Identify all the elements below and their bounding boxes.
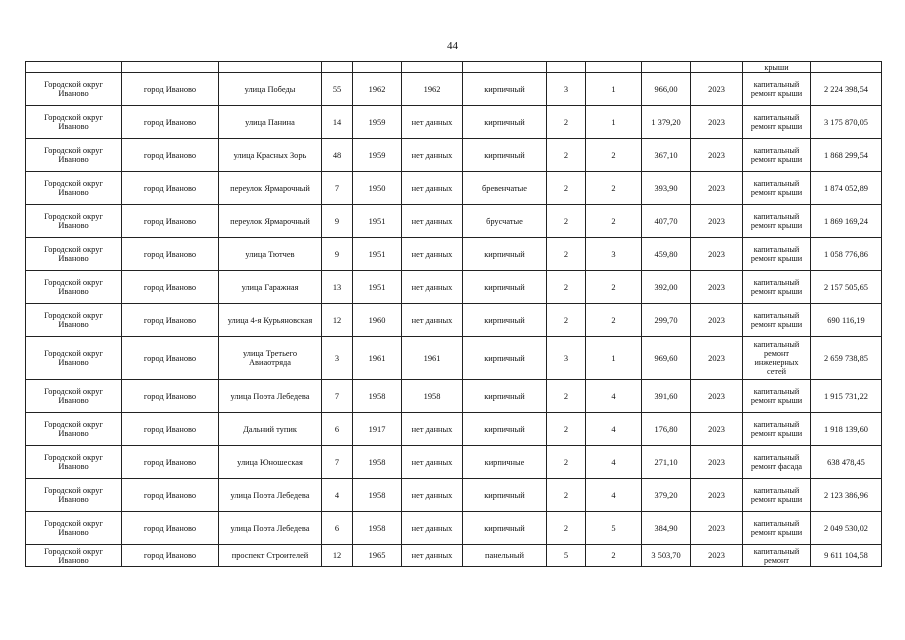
cell-street: улица Поэта Лебедева bbox=[219, 512, 322, 545]
cell-settlement: город Иваново bbox=[122, 205, 219, 238]
cell-house-number: 9 bbox=[322, 238, 353, 271]
cell-area: 3 503,70 bbox=[642, 545, 691, 567]
cell-overhaul-year: нет данных bbox=[402, 545, 463, 567]
cell-area: 379,20 bbox=[642, 479, 691, 512]
cell bbox=[642, 62, 691, 73]
cell-work-type: капитальный ремонт крыши bbox=[743, 271, 811, 304]
page-number: 44 bbox=[447, 40, 458, 52]
cell-overhaul-year: нет данных bbox=[402, 139, 463, 172]
cell-floors: 2 bbox=[547, 238, 586, 271]
cell-area: 393,90 bbox=[642, 172, 691, 205]
cell-settlement: город Иваново bbox=[122, 304, 219, 337]
cell-area: 459,80 bbox=[642, 238, 691, 271]
cell-street: улица Тютчев bbox=[219, 238, 322, 271]
cell-entrances: 4 bbox=[586, 446, 642, 479]
cell-municipality: Городской округ Иваново bbox=[26, 545, 122, 567]
cell-area: 1 379,20 bbox=[642, 106, 691, 139]
cell-settlement: город Иваново bbox=[122, 172, 219, 205]
cell-overhaul-year: нет данных bbox=[402, 512, 463, 545]
cell-wall-material: кирпичный bbox=[463, 512, 547, 545]
cell-work-type: капитальный ремонт крыши bbox=[743, 139, 811, 172]
cell-cost: 2 049 530,02 bbox=[811, 512, 882, 545]
cell-work-type: капитальный ремонт крыши bbox=[743, 238, 811, 271]
cell-construction-year: 1961 bbox=[353, 337, 402, 380]
cell-street: улица Красных Зорь bbox=[219, 139, 322, 172]
cell-municipality: Городской округ Иваново bbox=[26, 512, 122, 545]
cell-municipality: Городской округ Иваново bbox=[26, 238, 122, 271]
cell-settlement: город Иваново bbox=[122, 545, 219, 567]
cell-work-type: капитальный ремонт крыши bbox=[743, 304, 811, 337]
cell-construction-year: 1965 bbox=[353, 545, 402, 567]
cell-overhaul-year: 1962 bbox=[402, 73, 463, 106]
cell-area: 367,10 bbox=[642, 139, 691, 172]
cell-cost: 1 058 776,86 bbox=[811, 238, 882, 271]
cell-construction-year: 1958 bbox=[353, 446, 402, 479]
cell-work-type: капитальный ремонт крыши bbox=[743, 205, 811, 238]
cell-house-number: 7 bbox=[322, 446, 353, 479]
cell-wall-material: кирпичные bbox=[463, 446, 547, 479]
cell-settlement: город Иваново bbox=[122, 446, 219, 479]
cell-entrances: 4 bbox=[586, 479, 642, 512]
cell-cost: 1 868 299,54 bbox=[811, 139, 882, 172]
cell-overhaul-year: нет данных bbox=[402, 106, 463, 139]
continuation-row bbox=[26, 62, 882, 73]
cell-floors: 5 bbox=[547, 545, 586, 567]
cell-street: улица Третьего Авиаотряда bbox=[219, 337, 322, 380]
cell-entrances: 4 bbox=[586, 413, 642, 446]
cell-planned-year: 2023 bbox=[691, 205, 743, 238]
cell-cost: 9 611 104,58 bbox=[811, 545, 882, 567]
cell-wall-material: бревенчатые bbox=[463, 172, 547, 205]
cell-wall-material: кирпичный bbox=[463, 413, 547, 446]
cell-street: улица Панина bbox=[219, 106, 322, 139]
cell-work-type: капитальный ремонт крыши bbox=[743, 479, 811, 512]
cell-entrances: 2 bbox=[586, 271, 642, 304]
cell-floors: 2 bbox=[547, 304, 586, 337]
cell-floors: 2 bbox=[547, 205, 586, 238]
cell-construction-year: 1962 bbox=[353, 73, 402, 106]
cell-overhaul-year: нет данных bbox=[402, 304, 463, 337]
cell-house-number: 13 bbox=[322, 271, 353, 304]
cell-construction-year: 1958 bbox=[353, 479, 402, 512]
cell-area: 271,10 bbox=[642, 446, 691, 479]
cell bbox=[353, 62, 402, 73]
cell-settlement: город Иваново bbox=[122, 413, 219, 446]
cell-settlement: город Иваново bbox=[122, 238, 219, 271]
cell-entrances: 1 bbox=[586, 337, 642, 380]
cell-street: улица Юношеская bbox=[219, 446, 322, 479]
cell-settlement: город Иваново bbox=[122, 479, 219, 512]
cell-work-type: капитальный ремонт bbox=[743, 545, 811, 567]
cell-work-type: капитальный ремонт инженерных сетей bbox=[743, 337, 811, 380]
cell-area: 392,00 bbox=[642, 271, 691, 304]
cell-house-number: 48 bbox=[322, 139, 353, 172]
cell-entrances: 5 bbox=[586, 512, 642, 545]
cell-construction-year: 1950 bbox=[353, 172, 402, 205]
cell-municipality: Городской округ Иваново bbox=[26, 304, 122, 337]
cell-entrances: 1 bbox=[586, 106, 642, 139]
cell-street: проспект Строителей bbox=[219, 545, 322, 567]
cell-planned-year: 2023 bbox=[691, 304, 743, 337]
cell-overhaul-year: нет данных bbox=[402, 205, 463, 238]
table-row bbox=[26, 172, 882, 205]
cell bbox=[122, 62, 219, 73]
cell-area: 391,60 bbox=[642, 380, 691, 413]
cell-construction-year: 1951 bbox=[353, 238, 402, 271]
cell-cost: 1 874 052,89 bbox=[811, 172, 882, 205]
cell-street: улица Гаражная bbox=[219, 271, 322, 304]
cell-house-number: 4 bbox=[322, 479, 353, 512]
cell-work-type: капитальный ремонт фасада bbox=[743, 446, 811, 479]
cell-municipality: Городской округ Иваново bbox=[26, 413, 122, 446]
cell-entrances: 2 bbox=[586, 172, 642, 205]
table-body bbox=[26, 62, 882, 567]
cell-entrances: 2 bbox=[586, 139, 642, 172]
cell-cost: 2 224 398,54 bbox=[811, 73, 882, 106]
cell bbox=[811, 62, 882, 73]
cell-floors: 3 bbox=[547, 73, 586, 106]
cell-house-number: 6 bbox=[322, 512, 353, 545]
cell-floors: 2 bbox=[547, 139, 586, 172]
cell-house-number: 55 bbox=[322, 73, 353, 106]
table-row bbox=[26, 139, 882, 172]
cell-cost: 1 869 169,24 bbox=[811, 205, 882, 238]
cell-municipality: Городской округ Иваново bbox=[26, 205, 122, 238]
cell-construction-year: 1958 bbox=[353, 380, 402, 413]
cell-settlement: город Иваново bbox=[122, 337, 219, 380]
cell-cost: 2 659 738,85 bbox=[811, 337, 882, 380]
cell-entrances: 1 bbox=[586, 73, 642, 106]
cell bbox=[463, 62, 547, 73]
cell-overhaul-year: нет данных bbox=[402, 271, 463, 304]
cell bbox=[547, 62, 586, 73]
table-row bbox=[26, 337, 882, 380]
table-row bbox=[26, 446, 882, 479]
cell-municipality: Городской округ Иваново bbox=[26, 337, 122, 380]
cell-cost: 3 175 870,05 bbox=[811, 106, 882, 139]
cell-overhaul-year: нет данных bbox=[402, 172, 463, 205]
cell-wall-material: кирпичный bbox=[463, 479, 547, 512]
cell-construction-year: 1959 bbox=[353, 139, 402, 172]
cell-construction-year: 1958 bbox=[353, 512, 402, 545]
cell-house-number: 9 bbox=[322, 205, 353, 238]
cell-street: переулок Ярмарочный bbox=[219, 205, 322, 238]
cell-planned-year: 2023 bbox=[691, 479, 743, 512]
cell-wall-material: кирпичный bbox=[463, 73, 547, 106]
table-row bbox=[26, 106, 882, 139]
cell-area: 969,60 bbox=[642, 337, 691, 380]
cell-house-number: 7 bbox=[322, 172, 353, 205]
cell-wall-material: панельный bbox=[463, 545, 547, 567]
cell-work-type: капитальный ремонт крыши bbox=[743, 172, 811, 205]
table-row bbox=[26, 545, 882, 567]
cell-work-type: крыши bbox=[743, 62, 811, 73]
cell-municipality: Городской округ Иваново bbox=[26, 172, 122, 205]
cell-planned-year: 2023 bbox=[691, 238, 743, 271]
table-row bbox=[26, 238, 882, 271]
cell-entrances: 2 bbox=[586, 205, 642, 238]
cell-cost: 1 915 731,22 bbox=[811, 380, 882, 413]
cell-street: улица 4-я Курьяновская bbox=[219, 304, 322, 337]
cell-cost: 2 123 386,96 bbox=[811, 479, 882, 512]
cell-planned-year: 2023 bbox=[691, 106, 743, 139]
table-row bbox=[26, 205, 882, 238]
cell-overhaul-year: нет данных bbox=[402, 413, 463, 446]
cell-construction-year: 1960 bbox=[353, 304, 402, 337]
cell-cost: 1 918 139,60 bbox=[811, 413, 882, 446]
cell-work-type: капитальный ремонт крыши bbox=[743, 73, 811, 106]
cell-house-number: 14 bbox=[322, 106, 353, 139]
cell-wall-material: кирпичный bbox=[463, 337, 547, 380]
cell-floors: 2 bbox=[547, 413, 586, 446]
cell-street: улица Победы bbox=[219, 73, 322, 106]
cell bbox=[402, 62, 463, 73]
cell-cost: 690 116,19 bbox=[811, 304, 882, 337]
housing-registry-table bbox=[25, 61, 882, 567]
cell-wall-material: кирпичный bbox=[463, 380, 547, 413]
cell-planned-year: 2023 bbox=[691, 380, 743, 413]
cell-cost: 638 478,45 bbox=[811, 446, 882, 479]
cell-planned-year: 2023 bbox=[691, 545, 743, 567]
cell-wall-material: кирпичный bbox=[463, 271, 547, 304]
table-row bbox=[26, 271, 882, 304]
cell-settlement: город Иваново bbox=[122, 73, 219, 106]
cell-municipality: Городской округ Иваново bbox=[26, 479, 122, 512]
cell-settlement: город Иваново bbox=[122, 106, 219, 139]
cell-municipality: Городской округ Иваново bbox=[26, 380, 122, 413]
cell bbox=[219, 62, 322, 73]
cell-overhaul-year: 1961 bbox=[402, 337, 463, 380]
cell-floors: 2 bbox=[547, 446, 586, 479]
cell-settlement: город Иваново bbox=[122, 380, 219, 413]
cell-entrances: 4 bbox=[586, 380, 642, 413]
cell-municipality: Городской округ Иваново bbox=[26, 106, 122, 139]
cell-wall-material: кирпичный bbox=[463, 304, 547, 337]
cell-entrances: 2 bbox=[586, 304, 642, 337]
cell-street: улица Поэта Лебедева bbox=[219, 479, 322, 512]
cell bbox=[26, 62, 122, 73]
table-row bbox=[26, 413, 882, 446]
cell-overhaul-year: нет данных bbox=[402, 238, 463, 271]
cell-settlement: город Иваново bbox=[122, 139, 219, 172]
cell-floors: 2 bbox=[547, 479, 586, 512]
cell-house-number: 12 bbox=[322, 545, 353, 567]
table-row bbox=[26, 380, 882, 413]
cell-house-number: 6 bbox=[322, 413, 353, 446]
table-row bbox=[26, 304, 882, 337]
cell-house-number: 7 bbox=[322, 380, 353, 413]
table-row bbox=[26, 73, 882, 106]
cell-floors: 2 bbox=[547, 106, 586, 139]
cell-municipality: Городской округ Иваново bbox=[26, 73, 122, 106]
cell-planned-year: 2023 bbox=[691, 337, 743, 380]
cell-overhaul-year: нет данных bbox=[402, 479, 463, 512]
cell-overhaul-year: 1958 bbox=[402, 380, 463, 413]
cell-street: переулок Ярмарочный bbox=[219, 172, 322, 205]
cell-entrances: 3 bbox=[586, 238, 642, 271]
cell-area: 176,80 bbox=[642, 413, 691, 446]
cell-municipality: Городской округ Иваново bbox=[26, 271, 122, 304]
cell-municipality: Городской округ Иваново bbox=[26, 139, 122, 172]
cell-house-number: 12 bbox=[322, 304, 353, 337]
cell-planned-year: 2023 bbox=[691, 139, 743, 172]
cell-construction-year: 1951 bbox=[353, 271, 402, 304]
cell bbox=[322, 62, 353, 73]
cell-floors: 2 bbox=[547, 512, 586, 545]
cell-area: 966,00 bbox=[642, 73, 691, 106]
cell-entrances: 2 bbox=[586, 545, 642, 567]
cell-settlement: город Иваново bbox=[122, 512, 219, 545]
cell-planned-year: 2023 bbox=[691, 446, 743, 479]
table-row bbox=[26, 479, 882, 512]
cell-area: 384,90 bbox=[642, 512, 691, 545]
table-row bbox=[26, 512, 882, 545]
cell-street: Дальний тупик bbox=[219, 413, 322, 446]
cell-street: улица Поэта Лебедева bbox=[219, 380, 322, 413]
cell-work-type: капитальный ремонт крыши bbox=[743, 380, 811, 413]
cell-area: 407,70 bbox=[642, 205, 691, 238]
cell-planned-year: 2023 bbox=[691, 413, 743, 446]
cell bbox=[586, 62, 642, 73]
cell-wall-material: брусчатые bbox=[463, 205, 547, 238]
cell-work-type: капитальный ремонт крыши bbox=[743, 413, 811, 446]
cell-planned-year: 2023 bbox=[691, 271, 743, 304]
cell-planned-year: 2023 bbox=[691, 172, 743, 205]
cell-floors: 2 bbox=[547, 271, 586, 304]
cell-floors: 2 bbox=[547, 380, 586, 413]
cell-area: 299,70 bbox=[642, 304, 691, 337]
cell-settlement: город Иваново bbox=[122, 271, 219, 304]
cell-construction-year: 1951 bbox=[353, 205, 402, 238]
cell-wall-material: кирпичный bbox=[463, 238, 547, 271]
cell-construction-year: 1959 bbox=[353, 106, 402, 139]
cell-construction-year: 1917 bbox=[353, 413, 402, 446]
cell-wall-material: кирпичный bbox=[463, 106, 547, 139]
cell-floors: 2 bbox=[547, 172, 586, 205]
cell-planned-year: 2023 bbox=[691, 512, 743, 545]
cell-planned-year: 2023 bbox=[691, 73, 743, 106]
cell-work-type: капитальный ремонт крыши bbox=[743, 512, 811, 545]
cell-overhaul-year: нет данных bbox=[402, 446, 463, 479]
cell-house-number: 3 bbox=[322, 337, 353, 380]
cell-work-type: капитальный ремонт крыши bbox=[743, 106, 811, 139]
cell-cost: 2 157 505,65 bbox=[811, 271, 882, 304]
cell-wall-material: кирпичный bbox=[463, 139, 547, 172]
cell bbox=[691, 62, 743, 73]
cell-floors: 3 bbox=[547, 337, 586, 380]
cell-municipality: Городской округ Иваново bbox=[26, 446, 122, 479]
